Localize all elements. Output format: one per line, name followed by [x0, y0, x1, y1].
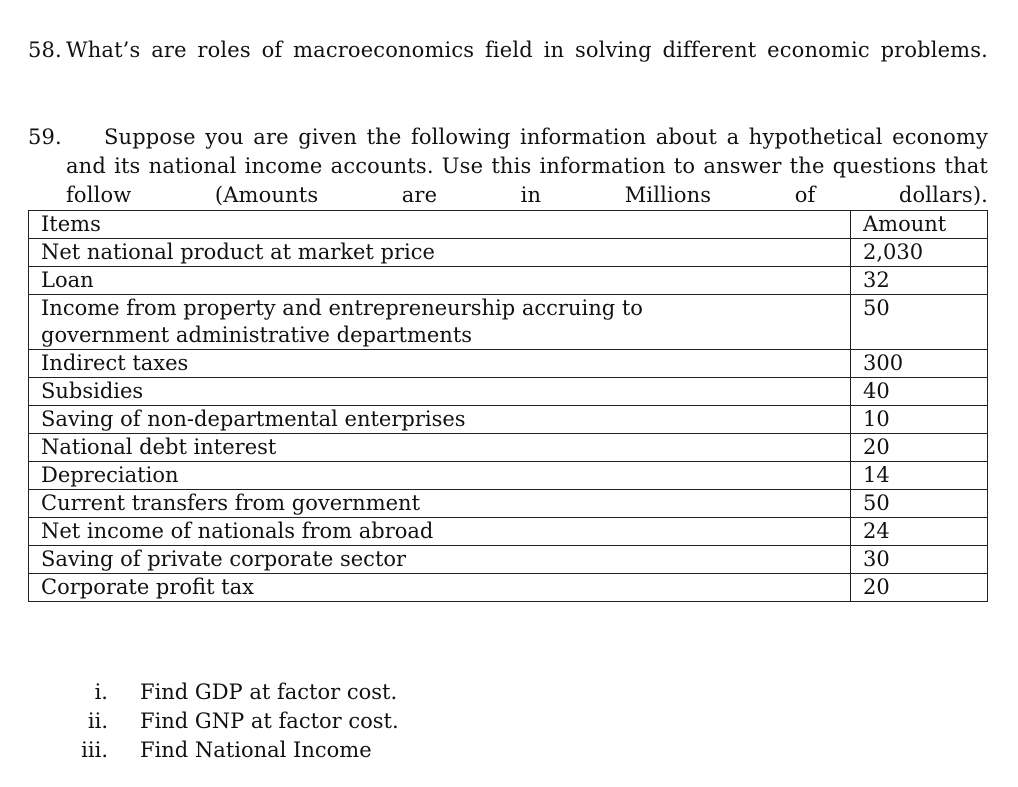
national-income-table — [28, 210, 988, 602]
table-header-items: Items — [29, 211, 851, 239]
table-cell-amount: 20 — [851, 574, 988, 602]
table-cell-item: Net national product at market price — [29, 239, 851, 267]
table-row — [29, 462, 988, 490]
table-row — [29, 434, 988, 462]
table-cell-amount: 24 — [851, 518, 988, 546]
table-cell-item: Net income of nationals from abroad — [29, 518, 851, 546]
table-row — [29, 546, 988, 574]
table-header-row — [29, 211, 988, 239]
table-row — [29, 518, 988, 546]
table-cell-item: Corporate profit tax — [29, 574, 851, 602]
sub-question-text: Find National Income — [140, 738, 372, 762]
table-cell-item: Current transfers from government — [29, 490, 851, 518]
sub-question-i — [60, 678, 398, 707]
sub-question-text: Find GDP at factor cost. — [140, 680, 398, 704]
table-row — [29, 490, 988, 518]
table-row — [29, 378, 988, 406]
table-cell-amount: 14 — [851, 462, 988, 490]
table-cell-item: Saving of non-departmental enterprises — [29, 406, 851, 434]
table-row — [29, 406, 988, 434]
table-row — [29, 239, 988, 267]
table-row — [29, 267, 988, 295]
table-cell-item: Indirect taxes — [29, 350, 851, 378]
sub-question-numeral: ii. — [87, 709, 108, 733]
sub-question-iii — [60, 736, 372, 765]
sub-question-numeral: iii. — [81, 738, 108, 762]
question-58-number: 58. — [28, 38, 62, 62]
table-cell-item: Subsidies — [29, 378, 851, 406]
table-row — [29, 350, 988, 378]
table-cell-amount: 10 — [851, 406, 988, 434]
table-cell-amount: 32 — [851, 267, 988, 295]
table-row — [29, 574, 988, 602]
table-cell-item: Loan — [29, 267, 851, 295]
table-cell-amount: 50 — [851, 490, 988, 518]
question-59-number: 59. — [28, 125, 62, 149]
question-59-text: Suppose you are given the following information about a hypothetical economy and its national income accounts. Use this information to answer the questions that follow (Amounts are in Millions of dollars). — [66, 125, 988, 207]
sub-question-text: Find GNP at factor cost. — [140, 709, 399, 733]
question-58-text: What’s are roles of macroeconomics field in solving different economic problems. — [66, 38, 988, 62]
sub-question-ii — [60, 707, 399, 736]
table-cell-amount: 30 — [851, 546, 988, 574]
table-cell-item: National debt interest — [29, 434, 851, 462]
table-cell-amount: 300 — [851, 350, 988, 378]
sub-question-numeral: i. — [94, 680, 108, 704]
table-cell-item: Income from property and entrepreneurship accruing to government administrative departments — [29, 295, 851, 350]
table-cell-item: Saving of private corporate sector — [29, 546, 851, 574]
table-cell-item: Depreciation — [29, 462, 851, 490]
table-cell-amount: 20 — [851, 434, 988, 462]
table-cell-amount: 40 — [851, 378, 988, 406]
question-58 — [28, 36, 988, 94]
table-cell-amount: 2,030 — [851, 239, 988, 267]
table-row — [29, 295, 988, 350]
table-cell-amount: 50 — [851, 295, 988, 350]
table-header-amount: Amount — [851, 211, 988, 239]
